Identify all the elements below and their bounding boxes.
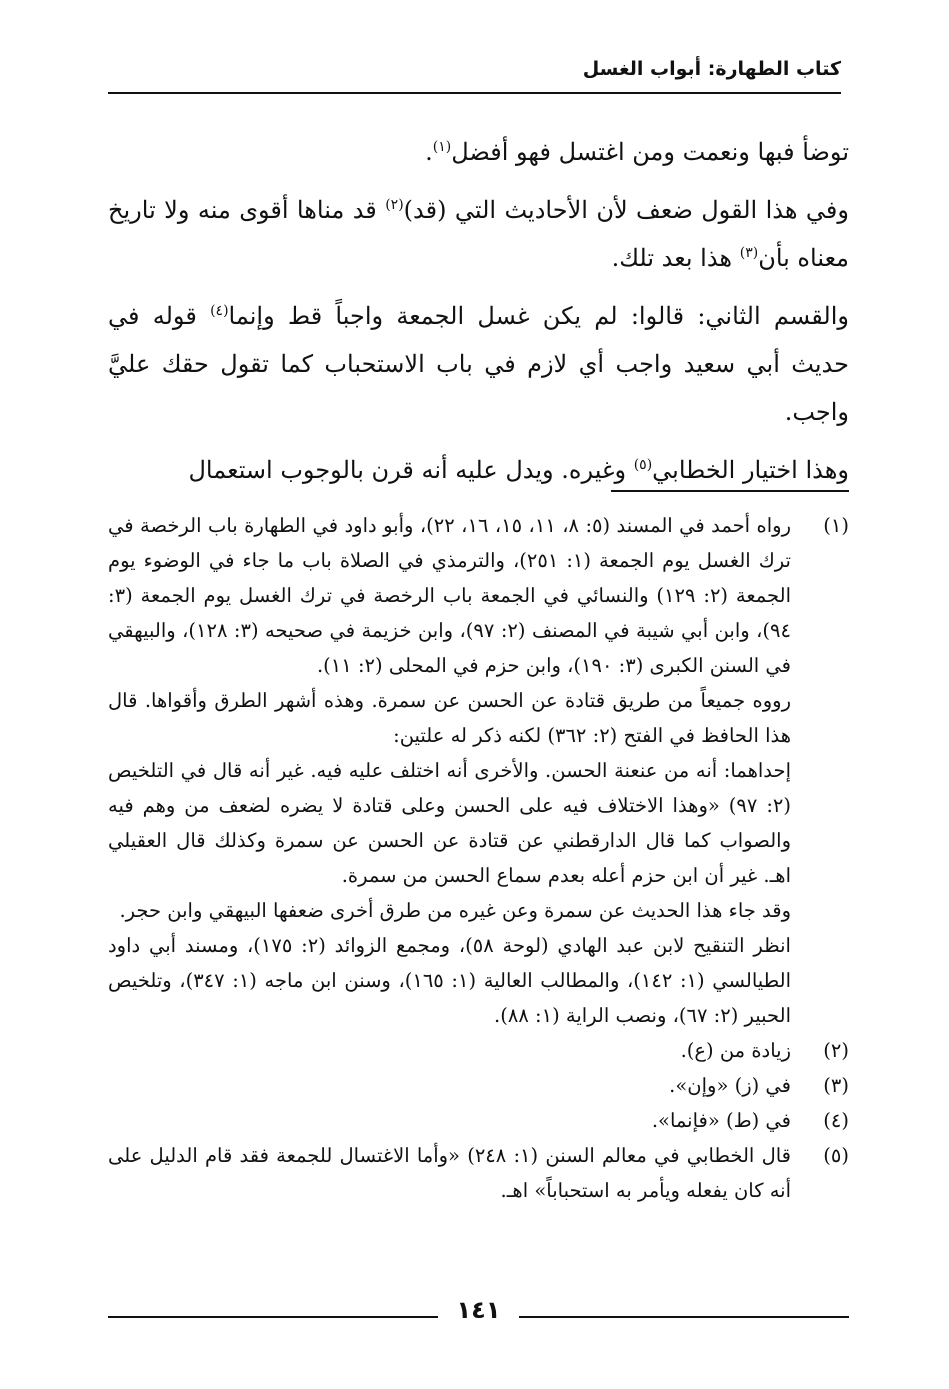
- footnote-1-continuation: [108, 683, 849, 753]
- footnote-1-continuation: [108, 893, 849, 928]
- footnote-number: (١): [823, 514, 849, 537]
- footnote-text: رووه جميعاً من طريق قتادة عن الحسن عن سمرة. وهذه أشهر الطرق وأقواها. قال هذا الحافظ في الفتح (٢: ٣٦٢) لكنه ذكر له علتين:: [108, 689, 791, 747]
- footnote-text: انظر التنقيح لابن عبد الهادي (لوحة ٥٨)، ومجمع الزوائد (٢: ١٧٥)، ومسند أبي داود الطيالسي (١: ١٤٢)، والمطالب العالية (١: ١٦٥)، وسنن ابن ماجه (١: ٣٤٧)، وتلخيص الحبير (٢: ٦٧)، ونصب الراية (١: ٨٨).: [108, 934, 792, 1027]
- footnote-1: [108, 508, 849, 683]
- paragraph-2-text-a: وفي هذا القول ضعف لأن الأحاديث التي (قد): [403, 196, 849, 224]
- header-rule: [108, 92, 841, 94]
- footnote-ref-3[interactable]: (٣): [739, 245, 759, 261]
- footnote-number: (٣): [823, 1074, 849, 1097]
- footnote-1-continuation: [108, 753, 849, 893]
- paragraph-4-text-a: وهذا اختيار الخطابي: [652, 456, 849, 484]
- footnote-number: (٥): [823, 1144, 849, 1167]
- footnote-ref-2[interactable]: (٢): [385, 197, 404, 213]
- main-text: [108, 128, 849, 504]
- footnote-4: [108, 1103, 849, 1138]
- paragraph-3-text-a: والقسم الثاني: قالوا: لم يكن غسل الجمعة واجباً قط وإنما: [228, 302, 849, 330]
- footnote-ref-4[interactable]: (٤): [210, 303, 229, 319]
- footnote-separator: [611, 490, 849, 492]
- footnote-text: إحداهما: أنه من عنعنة الحسن. والأخرى أنه اختلف عليه فيه. غير أنه قال في التلخيص (٢: ٩٧) «وهذا الاختلاف فيه على الحسن وعلى قتادة لا يضره لضعف من وهم فيه والصواب كما قال الدارقطني عن قتادة عن الحسن عن سمرة وكذلك قال العقيلي اهـ. غير أن ابن حزم أعله بعدم سماع الحسن من سمرة.: [108, 759, 791, 887]
- footnote-2: [108, 1033, 849, 1068]
- paragraph-1-tail: .: [425, 138, 433, 166]
- paragraph-2: [108, 186, 849, 282]
- paragraph-4: [108, 446, 849, 494]
- footer-rule-right: [519, 1316, 849, 1318]
- footnote-text: في (ز) «وإن».: [669, 1074, 791, 1097]
- paragraph-3-text-b: قوله في حديث أبي سعيد واجب أي لازم في باب الاستحباب كما تقول حقك عليَّ واجب.: [108, 302, 849, 426]
- running-header: [108, 58, 841, 86]
- paragraph-3: [108, 292, 849, 436]
- footnote-text: في (ط) «فإنما».: [651, 1109, 791, 1132]
- footnote-3: [108, 1068, 849, 1103]
- paragraph-1: [108, 128, 849, 176]
- paragraph-2-text-c: هذا بعد تلك.: [611, 244, 740, 272]
- header-title: كتاب الطهارة: أبواب الغسل: [582, 58, 841, 80]
- footnote-1-continuation: [108, 928, 849, 1033]
- footnotes: [108, 508, 849, 1208]
- footnote-text: زيادة من (ع).: [680, 1039, 791, 1062]
- paragraph-2-text-b: قد مناها أقوى منه ولا تاريخ معناه بأن: [108, 196, 849, 272]
- footnote-5: [108, 1138, 849, 1208]
- footnote-text: وقد جاء هذا الحديث عن سمرة وعن غيره من طرق أخرى ضعفها البيهقي وابن حجر.: [119, 899, 791, 922]
- footnote-number: (٤): [823, 1109, 849, 1132]
- footnote-number: (٢): [823, 1039, 849, 1062]
- footnote-ref-1[interactable]: (١): [432, 139, 452, 155]
- paragraph-4-text-b: وغيره. ويدل عليه أنه قرن بالوجوب استعمال: [188, 456, 634, 484]
- footnote-text: رواه أحمد في المسند (٥: ٨، ١١، ١٥، ١٦، ٢٢)، وأبو داود في الطهارة باب الرخصة في ترك الغسل يوم الجمعة (١: ٢٥١)، والترمذي في الصلاة باب ما جاء في الوضوء يوم الجمعة (٢: ١٢٩) والنسائي في الجمعة باب الرخصة في ترك الغسل يوم الجمعة (٣: ٩٤)، وابن أبي شيبة في المصنف (٢: ٩٧)، وابن خزيمة في صحيحه (٣: ١٢٨)، والبيهقي في السنن الكبرى (٣: ١٩٠)، وابن حزم في المحلى (٢: ١١).: [108, 514, 791, 677]
- footnote-text: قال الخطابي في معالم السنن (١: ٢٤٨) «وأما الاغتسال للجمعة فقد قام الدليل على أنه كان يفعله ويأمر به استحباباً» اهـ.: [108, 1144, 791, 1202]
- page-footer: [108, 1296, 849, 1336]
- paragraph-1-text: توضأ فبها ونعمت ومن اغتسل فهو أفضل: [451, 138, 849, 166]
- footnote-ref-5[interactable]: (٥): [633, 457, 653, 473]
- page-number: ١٤١: [456, 1296, 501, 1324]
